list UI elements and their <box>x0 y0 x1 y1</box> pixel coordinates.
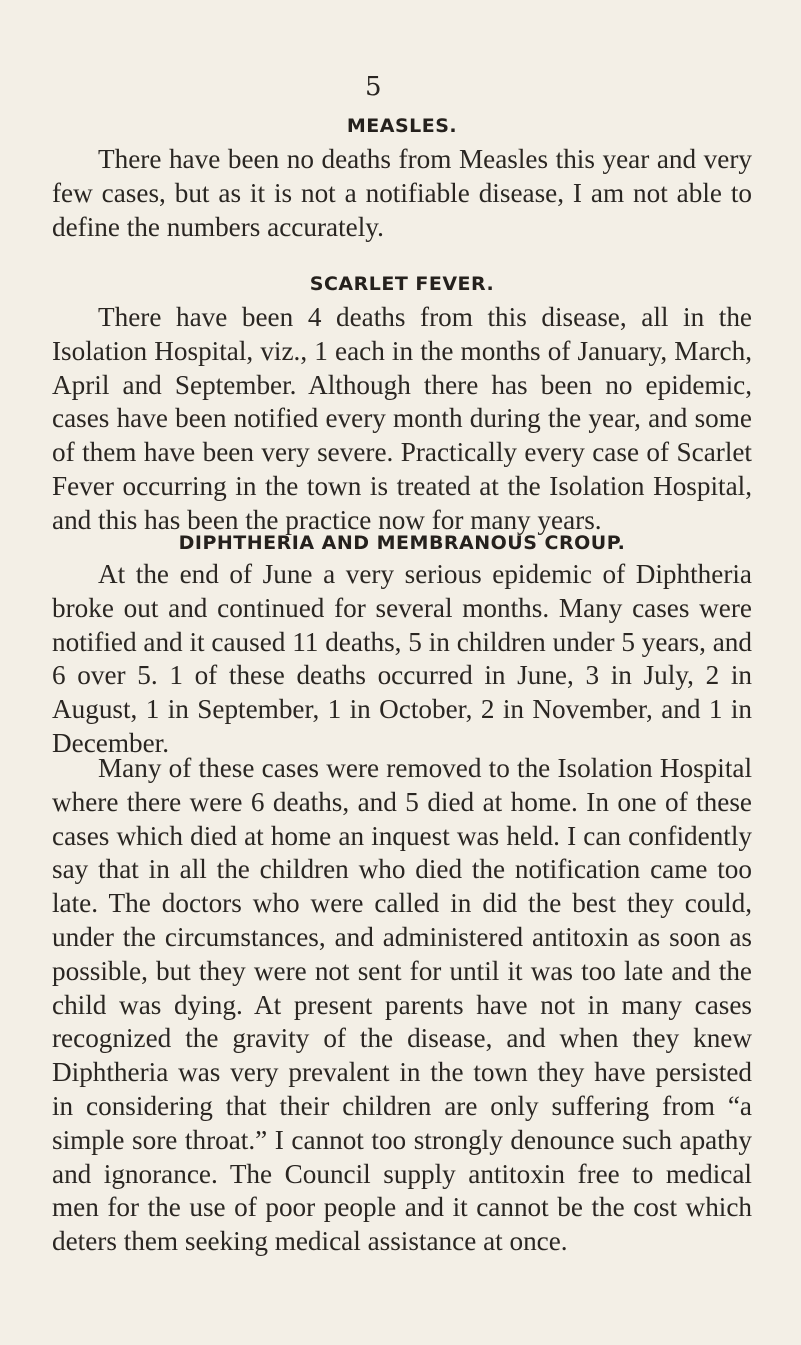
measles-heading: MEASLES. <box>346 115 458 137</box>
diphtheria-paragraph-1: At the end of June a very serious epidemic of Diphtheria broke out and continued for several months. Many cases were notified and it caused 11 deaths, 5 in children under 5 years, and 6 over 5. 1 of these deaths occurred in June, 3 in July, 2 in August, 1 in September, 1 in October, 2 in November, and 1 in December. <box>52 559 752 758</box>
page-number: 5 <box>365 72 382 102</box>
diphtheria-paragraph-2: Many of these cases were removed to the Isolation Hospital where there were 6 deaths, and 5 died at home. In one of these cases which died at home an inquest was held. I can confidently say that in all the children who died the notification came too late. The doctors who were called in did the best they could, under the circumstances, and administered antitoxin as soon as possible, but they were not sent for until it was too late and the child was dying. At present parents have not in many cases recognized the gravity of the disease, and when they knew Diphtheria was very prevalent in the town they have persisted in considering that their children are only suffering from “a simple sore throat.” I cannot too strongly denounce such apathy and ignorance. The Council supply antitoxin free to medical men for the use of poor people and it cannot be the cost which deters them seeking medical assistance at once. <box>52 753 752 1257</box>
diphtheria-heading: DIPHTHERIA AND MEMBRANOUS CROUP. <box>178 532 626 554</box>
scarlet-fever-heading: SCARLET FEVER. <box>309 273 495 295</box>
scarlet-fever-paragraph: There have been 4 deaths from this disease, all in the Isolation Hospital, viz., 1 each in the months of January, March, April and September. Although there has been no epidemic, cases have been notified every month during the year, and some of them have been very severe. Practically every case of Scarlet Fever occurring in the town is treated at the Isolation Hospital, and this has been the practice now for many years. <box>52 302 752 535</box>
measles-paragraph: There have been no deaths from Measles this year and very few cases, but as it is not a notifiable disease, I am not able to define the numbers accurately. <box>52 144 752 242</box>
